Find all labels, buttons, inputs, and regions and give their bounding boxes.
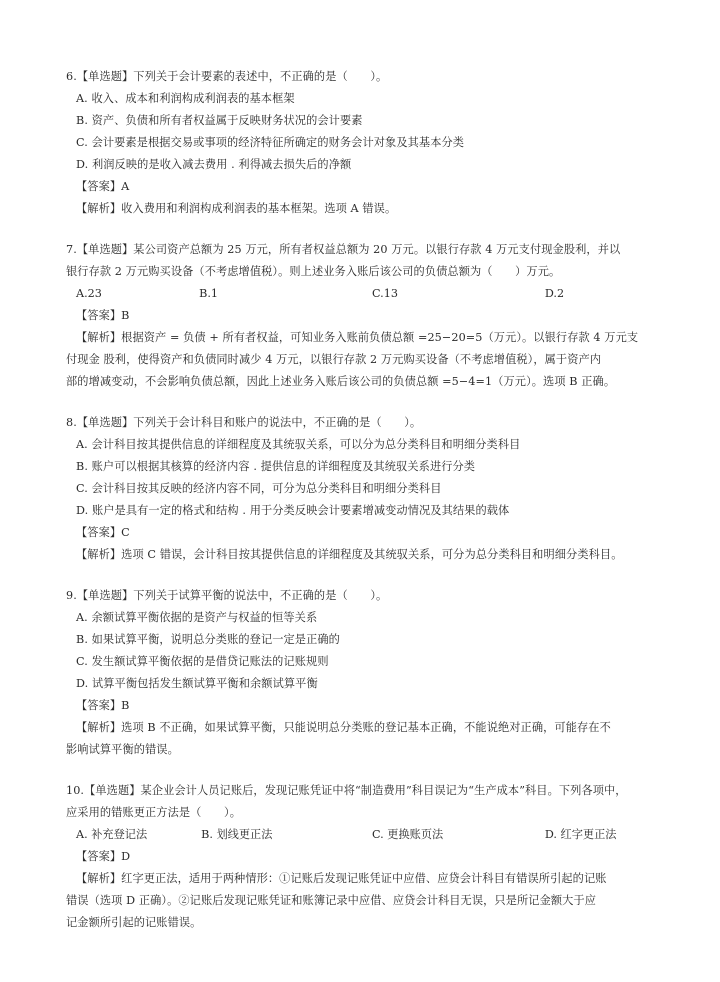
option-a: A. 收入、成本和利润构成利润表的基本框架: [76, 92, 295, 105]
analysis-line-1: 【解析】红字更正法，适用于两种情形：①记账后发现记账凭证中应借、应贷会计科目有错误所引起的记账: [76, 872, 607, 885]
question-title: 8.【单选题】下列关于会计科目和账户的说法中，不正确的是（ ）。: [66, 416, 422, 429]
option-b: B. 划线更正法: [201, 828, 273, 841]
option-b: B. 资产、负债和所有者权益属于反映财务状况的会计要素: [76, 114, 363, 127]
answer: 【答案】C: [76, 526, 130, 539]
question-title-line-2: 应采用的错账更正方法是（ ）。: [66, 806, 242, 819]
question-title-line-1: 7.【单选题】某公司资产总额为 25 万元，所有者权益总额为 20 万元。以银行存款 4 万元支付现金股利，并以: [66, 243, 621, 256]
option-d: D. 账户是具有一定的格式和结构 . 用于分类反映会计要素增减变动情况及其结果的载体: [76, 504, 510, 517]
answer: 【答案】B: [76, 309, 130, 322]
analysis-line-2: 影响试算平衡的错误。: [66, 743, 179, 756]
answer: 【答案】D: [76, 850, 131, 863]
option-d: D. 试算平衡包括发生额试算平衡和余额试算平衡: [76, 677, 318, 690]
option-a: A. 会计科目按其提供信息的详细程度及其统驭关系，可以分为总分类科目和明细分类科目: [76, 438, 521, 451]
option-d: D. 利润反映的是收入减去费用 . 利得减去损失后的净额: [76, 158, 352, 171]
question-title: 9.【单选题】下列关于试算平衡的说法中，不正确的是（ ）。: [66, 589, 388, 602]
option-d: D.2: [544, 287, 565, 300]
options-row: [66, 824, 664, 846]
option-b: B. 账户可以根据其核算的经济内容 . 提供信息的详细程度及其统驭关系进行分类: [76, 460, 476, 473]
answer: 【答案】B: [76, 699, 130, 712]
option-d: D. 红字更正法: [544, 828, 617, 841]
question-title: 6.【单选题】下列关于会计要素的表述中，不正确的是（ ）。: [66, 70, 388, 83]
option-c: C. 会计科目按其反映的经济内容不同，可分为总分类科目和明细分类科目: [76, 482, 442, 495]
analysis-line-1: 【解析】选项 B 不正确，如果试算平衡，只能说明总分类账的登记基本正确，不能说绝对正确，可能存在不: [76, 721, 611, 734]
analysis-line-2: 错误（选项 D 正确）。②记账后发现记账凭证和账簿记录中应借、应贷会计科目无误，只是所记金额大于应: [66, 894, 597, 907]
analysis-line-1: 【解析】根据资产 = 负债 + 所有者权益，可知业务入账前负债总额 =25−20=5（万元）。以银行存款 4 万元支: [76, 331, 639, 344]
options-row: [66, 283, 664, 305]
question-title-line-2: 银行存款 2 万元购买设备（不考虑增值税）。则上述业务入账后该公司的负债总额为（ ）万元。: [66, 265, 561, 278]
question-9: [66, 585, 664, 761]
option-b: B. 如果试算平衡，说明总分类账的登记一定是正确的: [76, 633, 340, 646]
option-c: C. 发生额试算平衡依据的是借贷记账法的记账规则: [76, 655, 329, 668]
analysis-line-3: 部的增减变动，不会影响负债总额，因此上述业务入账后该公司的负债总额 =5−4=1（万元）。选项 B 正确。: [66, 375, 616, 388]
question-title-line-1: 10.【单选题】某企业会计人员记账后，发现记账凭证中将“制造费用”科目误记为“生产成本”科目。下列各项中，: [66, 784, 627, 797]
option-c: C.13: [371, 287, 398, 300]
analysis-line-3: 记金额所引起的记账错误。: [66, 916, 202, 929]
option-c: C. 会计要素是根据交易或事项的经济特征所确定的财务会计对象及其基本分类: [76, 136, 465, 149]
question-7: [66, 239, 664, 393]
option-b: B.1: [199, 287, 219, 300]
question-10: [66, 780, 664, 934]
analysis: 【解析】收入费用和利润构成利润表的基本框架。选项 A 错误。: [76, 202, 397, 215]
analysis-line-2: 付现金 股利，使得资产和负债同时减少 4 万元，以银行存款 2 万元购买设备（不考虑增值税），属于资产内: [66, 353, 602, 366]
analysis: 【解析】选项 C 错误，会计科目按其提供信息的详细程度及其统驭关系，可分为总分类科目和明细分类科目。: [76, 548, 623, 561]
question-8: [66, 412, 664, 566]
answer: 【答案】A: [76, 180, 130, 193]
question-6: [66, 66, 664, 220]
option-c: C. 更换账页法: [372, 828, 444, 841]
option-a: A.23: [76, 287, 102, 300]
option-a: A. 余额试算平衡依据的是资产与权益的恒等关系: [76, 611, 318, 624]
option-a: A. 补充登记法: [76, 828, 148, 841]
